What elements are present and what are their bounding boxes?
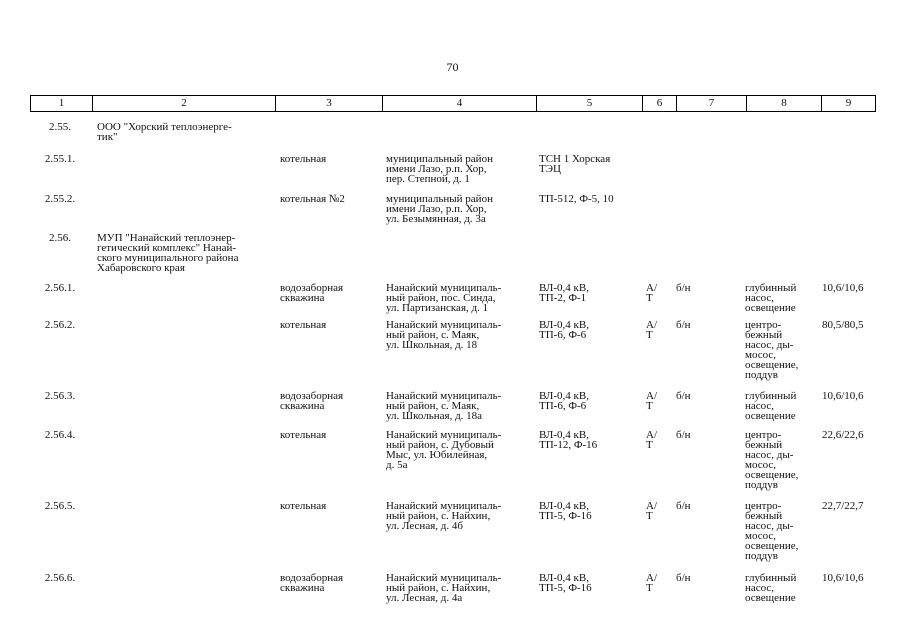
power-source: ТП-512, Ф-5, 10 <box>539 193 614 205</box>
object-address: Нанайский муниципаль- ный район, с. Дубовый Мыс, ул. Юбилейная, д. 5а <box>386 429 502 471</box>
row-number: 2.55. <box>49 121 71 133</box>
object-type: котельная <box>280 153 327 165</box>
object-address: муниципальный район имени Лазо, р.п. Хор, пер. Степной, д. 1 <box>386 153 493 185</box>
meter-number: б/н <box>676 572 691 584</box>
equipment: центро- бежный насос, ды- мосос, освещение, поддув <box>745 500 799 562</box>
object-type: водозаборная скважина <box>280 572 344 594</box>
power-value: 10,6/10,6 <box>822 390 864 402</box>
power-value: 80,5/80,5 <box>822 319 864 331</box>
meter-number: б/н <box>676 500 691 512</box>
header-col-6: 6 <box>642 96 676 111</box>
header-col-7: 7 <box>676 96 746 111</box>
metering-type: А/ Т <box>646 282 657 304</box>
power-value: 22,7/22,7 <box>822 500 864 512</box>
equipment: глубинный насос, освещение <box>745 282 797 314</box>
power-source: ВЛ-0,4 кВ, ТП-12, Ф-16 <box>539 429 598 451</box>
row-number: 2.55.2. <box>44 193 76 205</box>
header-col-9: 9 <box>821 96 875 111</box>
row-number: 2.55.1. <box>44 153 76 165</box>
power-source: ВЛ-0,4 кВ, ТП-2, Ф-1 <box>539 282 589 304</box>
object-type: котельная №2 <box>280 193 345 205</box>
header-col-3: 3 <box>275 96 382 111</box>
equipment: глубинный насос, освещение <box>745 572 797 604</box>
power-source: ВЛ-0,4 кВ, ТП-5, Ф-16 <box>539 572 592 594</box>
row-number: 2.56.5. <box>44 500 76 512</box>
power-value: 10,6/10,6 <box>822 572 864 584</box>
header-col-4: 4 <box>382 96 536 111</box>
organization-name: ООО "Хорский теплоэнерге- тик" <box>97 121 232 143</box>
equipment: глубинный насос, освещение <box>745 390 797 422</box>
object-type: котельная <box>280 319 327 331</box>
row-number: 2.56.1. <box>44 282 76 294</box>
table-header <box>30 95 876 112</box>
power-value: 10,6/10,6 <box>822 282 864 294</box>
object-address: Нанайский муниципаль- ный район, с. Маяк, ул. Школьная, д. 18 <box>386 319 502 351</box>
header-col-1: 1 <box>58 97 65 109</box>
meter-number: б/н <box>676 319 691 331</box>
power-value: 22,6/22,6 <box>822 429 864 441</box>
meter-number: б/н <box>676 429 691 441</box>
metering-type: А/ Т <box>646 390 657 412</box>
row-number: 2.56.3. <box>44 390 76 402</box>
object-address: муниципальный район имени Лазо, р.п. Хор, ул. Безымянная, д. 3а <box>386 193 493 225</box>
header-col-8: 8 <box>746 96 821 111</box>
row-number: 2.56.4. <box>44 429 76 441</box>
page-number: 70 <box>446 60 459 74</box>
object-address: Нанайский муниципаль- ный район, с. Найхин, ул. Лесная, д. 4б <box>386 500 502 532</box>
equipment: центро- бежный насос, ды- мосос, освещение, поддув <box>745 319 799 381</box>
organization-name: МУП "Нанайский теплоэнер- гетический комплекс" Нанай- ского муниципального района Хабаровского края <box>97 232 239 274</box>
meter-number: б/н <box>676 282 691 294</box>
metering-type: А/ Т <box>646 319 657 341</box>
metering-type: А/ Т <box>646 572 657 594</box>
object-type: котельная <box>280 429 327 441</box>
power-source: ТСН 1 Хорская ТЭЦ <box>539 153 611 175</box>
object-address: Нанайский муниципаль- ный район, с. Найхин, ул. Лесная, д. 4а <box>386 572 502 604</box>
row-number: 2.56.6. <box>44 572 76 584</box>
object-address: Нанайский муниципаль- ный район, с. Маяк, ул. Школьная, д. 18а <box>386 390 502 422</box>
object-type: котельная <box>280 500 327 512</box>
power-source: ВЛ-0,4 кВ, ТП-6, Ф-6 <box>539 319 589 341</box>
object-type: водозаборная скважина <box>280 390 344 412</box>
power-source: ВЛ-0,4 кВ, ТП-5, Ф-16 <box>539 500 592 522</box>
metering-type: А/ Т <box>646 500 657 522</box>
header-col-5: 5 <box>536 96 642 111</box>
meter-number: б/н <box>676 390 691 402</box>
row-number: 2.56. <box>49 232 71 244</box>
power-source: ВЛ-0,4 кВ, ТП-6, Ф-6 <box>539 390 589 412</box>
object-type: водозаборная скважина <box>280 282 344 304</box>
metering-type: А/ Т <box>646 429 657 451</box>
object-address: Нанайский муниципаль- ный район, пос. Синда, ул. Партизанская, д. 1 <box>386 282 502 314</box>
equipment: центро- бежный насос, ды- мосос, освещение, поддув <box>745 429 799 491</box>
row-number: 2.56.2. <box>44 319 76 331</box>
header-col-2: 2 <box>92 96 275 111</box>
